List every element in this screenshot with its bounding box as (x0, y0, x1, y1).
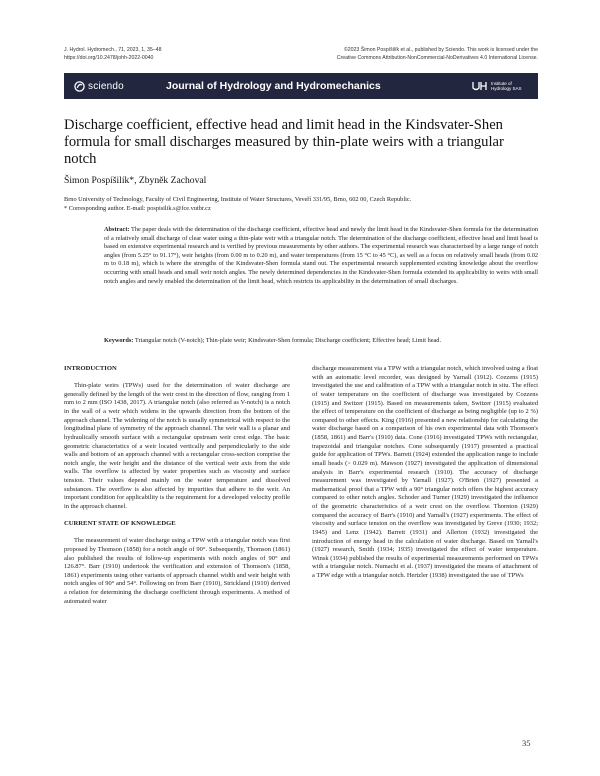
left-column (64, 365, 290, 606)
affiliation: Brno University of Technology, Faculty of Civil Engineering, Institute of Water Structures, Veveří 331/95, Brno, 602 00, Czech Republic. (64, 196, 412, 203)
copyright-line: ©2023 Šimon Pospíšilík et al., published by Sciendo. This work is licensed under the (343, 47, 538, 53)
right-column-paragraph: discharge measurement via a TPW with a triangular notch, which involved using a float with an automatic level recorder, was designed by Yarnall (1912). Cozzens (1915) investigated the use and calibration of a TPW with a triangular notch in situ. The effect of water temperature on the coefficient of discharge was investigated by Cozzens (1915) and Switzer (1915). Based on measurements taken, Switzer (1915) evaluated the effect of temperature on the coefficient of discharge as being negligible (up to 2 %) compared to other effects. King (1916) presented a new relationship for calculating the water discharge based on a comparison of his own experimental data with Thomson's (1858, 1861) and Barr's (1910) data. Cone (1916) investigated TPWs with rectangular, trapezoidal and triangular notches. Cone subsequently (1917) presented a practical guide for application of TPWs. Barrett (1924) extended the application range to include small heads (> 0.029 m). Mawson (1927) investigated the application of dimensional analysis in Barr's experimental research (1910). The accuracy of discharge measurement was investigated by Yarnall (1927). O'Brien (1927) presented a mathematical proof that a TPW with a 90° triangular notch offers the highest accuracy compared to other notch angles. Schoder and Turner (1929) investigated the influence of the geometric characteristics of a weir crest on the overflow. Thornton (1929) compared the accuracy of Barr's (1910) and Yarnall's (1927) experiments. The effect of viscosity and surface tension on the overflow was investigated by Greve (1930; 1932; 1945) and Lenz (1942). Barrett (1931) and Allerton (1932) investigated the introduction of energy head in the calculation of water discharge. Based on Yarnall's (1927) research, Smith (1934; 1935) investigated the effect of water temperature. Winsk (1934) published the results of experimental measurements performed on TPWs with a triangular notch. Numachi et al. (1937) investigated the means of attachment of a TPW edge with a triangular notch. Hertzler (1938) investigated the use of TPWs (312, 365, 538, 579)
sciendo-logo-icon (74, 81, 85, 92)
institute-line-2: Hydrology SAS (491, 86, 522, 91)
institute-logo-icon (472, 80, 488, 92)
abstract-label: Abstract: (104, 226, 130, 233)
license-line: Creative Commons Attribution-NonCommercial-NoDerivatives 4.0 International License. (336, 55, 538, 61)
sciendo-logo-text: sciendo (88, 80, 124, 92)
institute-logo (472, 80, 528, 92)
introduction-heading: INTRODUCTION (64, 365, 117, 372)
doi-link[interactable]: https://doi.org/10.2478/johh-2022-0040 (64, 55, 154, 61)
abstract-text: The paper deals with the determination of the discharge coefficient, effective head and newly the limit head in the Kindsvater-Shen formula for the determination of a relatively small discharge of clear water using a thin-plate weir with a triangular notch. The determination of the discharge coefficient, effective head and limit head is based on extensive experimental research and is verified by previous measurements by other authors. The experimental research was characterised by a large range of notch angles (from 5.25° to 91.17°), weir heights (from 0.00 m to 0.20 m), and water temperatures (from 15 °C to 45 °C), as well as a focus on relatively small heads (from 0.02 m to 0.18 m), which is where the strengths of the Kindsvater-Shen formula stand out. The experimental research supplemented existing knowledge about the overflow occurring with small heads and small weir notch angles. The newly determined dependencies in the Kindsvater-Shen formula extended its applicability to weirs with small notch angles and newly enabled the determination of the limit head, which restricts its applicability in the determination of small discharges. (104, 226, 538, 285)
sciendo-logo (74, 81, 166, 92)
citation-line: J. Hydrol. Hydromech., 71, 2023, 1, 35–48 (64, 47, 162, 53)
corresponding-author: * Corresponding author. E-mail: pospisilik.s@fce.vutbr.cz (64, 204, 211, 212)
page-number: 35 (522, 738, 531, 748)
journal-banner (64, 73, 538, 99)
affiliation-block (64, 196, 538, 213)
keywords-text: Triangular notch (V-notch); Thin-plate weir; Kindsvater-Shen formula; Discharge coefficient; Effective head; Limit head. (133, 337, 442, 344)
institute-line-1: Institute of (491, 81, 512, 86)
state-of-knowledge-heading: CURRENT STATE OF KNOWLEDGE (64, 520, 176, 528)
journal-name: Journal of Hydrology and Hydromechanics (166, 80, 381, 92)
keywords-label: Keywords: (104, 337, 134, 344)
introduction-paragraph: Thin-plate weirs (TPWs) used for the determination of water discharge are generally defined by the length of the weir crest in the direction of flow, ranging from 1 mm to 2 mm (ISO 1438, 2017). A triangular notch (also referred as V-notch) is a notch in the wall of a weir which widens in the upwards direction from the bottom of the approach channel. The widening of the notch is usually symmetrical with respect to the longitudinal plane of symmetry of the approach channel. The weir wall is a planar and hydraulically smooth surface with a rectangular upstream weir crest edge. The basic geometric characteristics of a weir located vertically and perpendicularly to the side walls and bottom of an approach channel with a rectangular cross-section comprise the notch angle, the weir height and the distance of the vertical weir axis from the side walls. The overflow is affected by water properties such as viscosity and surface tension. Their values depend mainly on the water temperature and dissolved substances. The overflow is also affected by impurities that adhere to the weir. An important condition for applicability is the requirement for a developed velocity profile in the approach channel. (64, 382, 290, 510)
article-authors: Šimon Pospíšilík*, Zbyněk Zachoval (64, 175, 207, 186)
keywords (104, 337, 538, 346)
state-of-knowledge-paragraph: The measurement of water discharge using a TPW with a triangular notch was first proposed by Thomson (1858) for a notch angle of 90°. Subsequently, Thomson (1861) also published the results of follow-up experiments with notch angles of 90° and 126.87°. Barr (1910) undertook the verification and extension of Thomson's (1858, 1861) experiments using other variants of approach channel width and weir height with notch angles of 90° and 54°. Following on from Barr (1910), Strickland (1910) derived a relation for determining the discharge coefficient through experiments. A method of automated water (64, 537, 290, 605)
article-title: Discharge coefficient, effective head and limit head in the Kindsvater-Shen formula for small discharges measured by thin-plate weirs with a triangular notch (64, 117, 504, 168)
license-notice (284, 46, 538, 62)
right-column (312, 365, 538, 581)
journal-citation (64, 46, 294, 62)
abstract (104, 226, 538, 286)
